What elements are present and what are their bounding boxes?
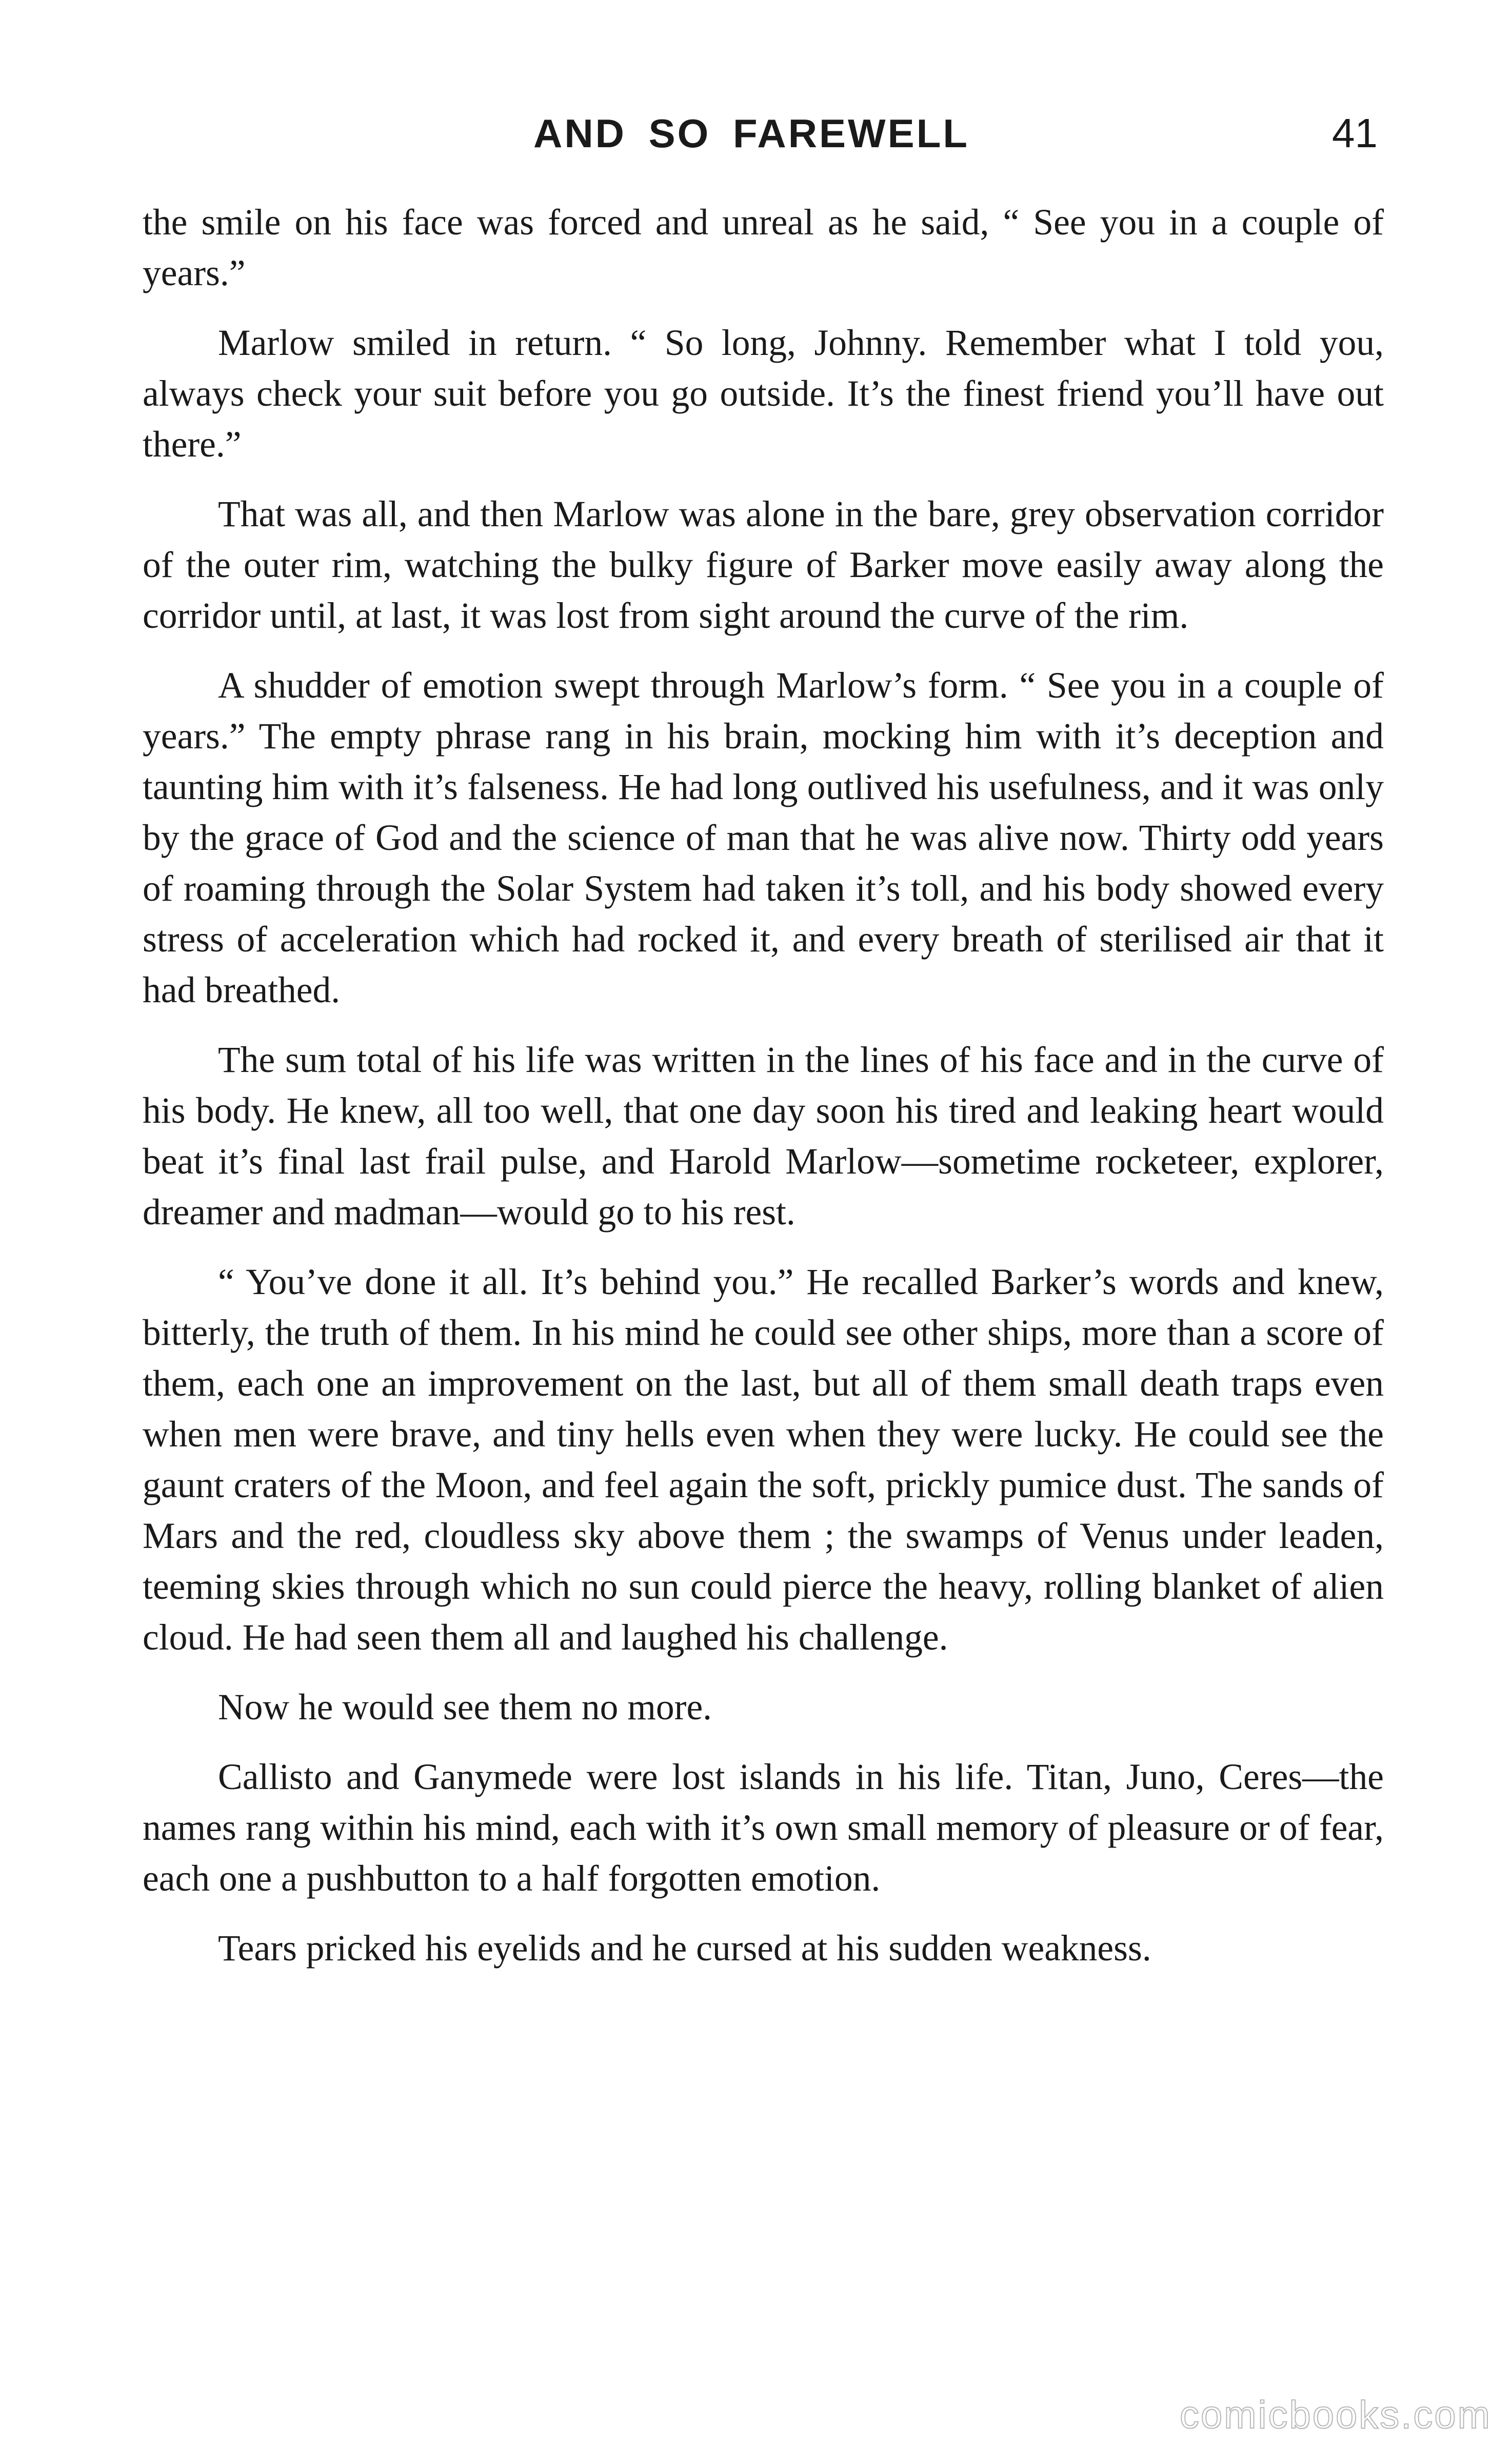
paragraph: A shudder of emotion swept through Marlow’s form. “ See you in a couple of years.” The empty phrase rang in his brain, mocking him with it’s deception and taunting him with it’s falseness. He had long outlived his usefulness, and it was only by the grace of God and the science of man that he was alive now. Thirty odd years of roaming through the Solar System had taken it’s toll, and his body showed every stress of acceleration which had rocked it, and every breath of sterilised air that it had breathed. (143, 665, 1384, 1010)
body-text (143, 197, 1384, 1974)
running-title: AND SO FAREWELL (533, 111, 969, 156)
site-watermark: comicbooks.com (1180, 2393, 1491, 2437)
paragraph: “ You’ve done it all. It’s behind you.” He recalled Barker’s words and knew, bitterly, the truth of them. In his mind he could see other ships, more than a score of them, each one an improvement on the last, but all of them small death traps even when men were brave, and tiny hells even when they were lucky. He could see the gaunt craters of the Moon, and feel again the soft, prickly pumice dust. The sands of Mars and the red, cloudless sky above them ; the swamps of Venus under leaden, teeming skies through which no sun could pierce the heavy, rolling blanket of alien cloud. He had seen them all and laughed his challenge. (143, 1262, 1384, 1658)
page-number: 41 (1332, 110, 1378, 156)
paragraph: Now he would see them no more. (218, 1687, 712, 1727)
paragraph: The sum total of his life was written in the lines of his face and in the curve of his body. He knew, all too well, that one day soon his tired and leaking heart would beat it’s final last frail pulse, and Harold Marlow—sometime rocketeer, explorer, dreamer and madman—would go to his rest. (143, 1040, 1384, 1233)
paragraph: Tears pricked his eyelids and he cursed at his sudden weakness. (218, 1928, 1151, 1969)
paragraph-continued: the smile on his face was forced and unreal as he said, “ See you in a couple of years.” (143, 202, 1384, 293)
running-head (0, 103, 1512, 164)
paragraph: Marlow smiled in return. “ So long, Johnny. Remember what I told you, always check your suit before you go outside. It’s the finest friend you’ll have out there.” (143, 323, 1384, 465)
paragraph: That was all, and then Marlow was alone in the bare, grey observation corridor of the outer rim, watching the bulky figure of Barker move easily away along the corridor until, at last, it was lost from sight around the curve of the rim. (143, 494, 1384, 636)
paragraph: Callisto and Ganymede were lost islands in his life. Titan, Juno, Ceres—the names rang within his mind, each with it’s own small memory of pleasure or of fear, each one a pushbutton to a half forgotten emotion. (143, 1757, 1384, 1899)
